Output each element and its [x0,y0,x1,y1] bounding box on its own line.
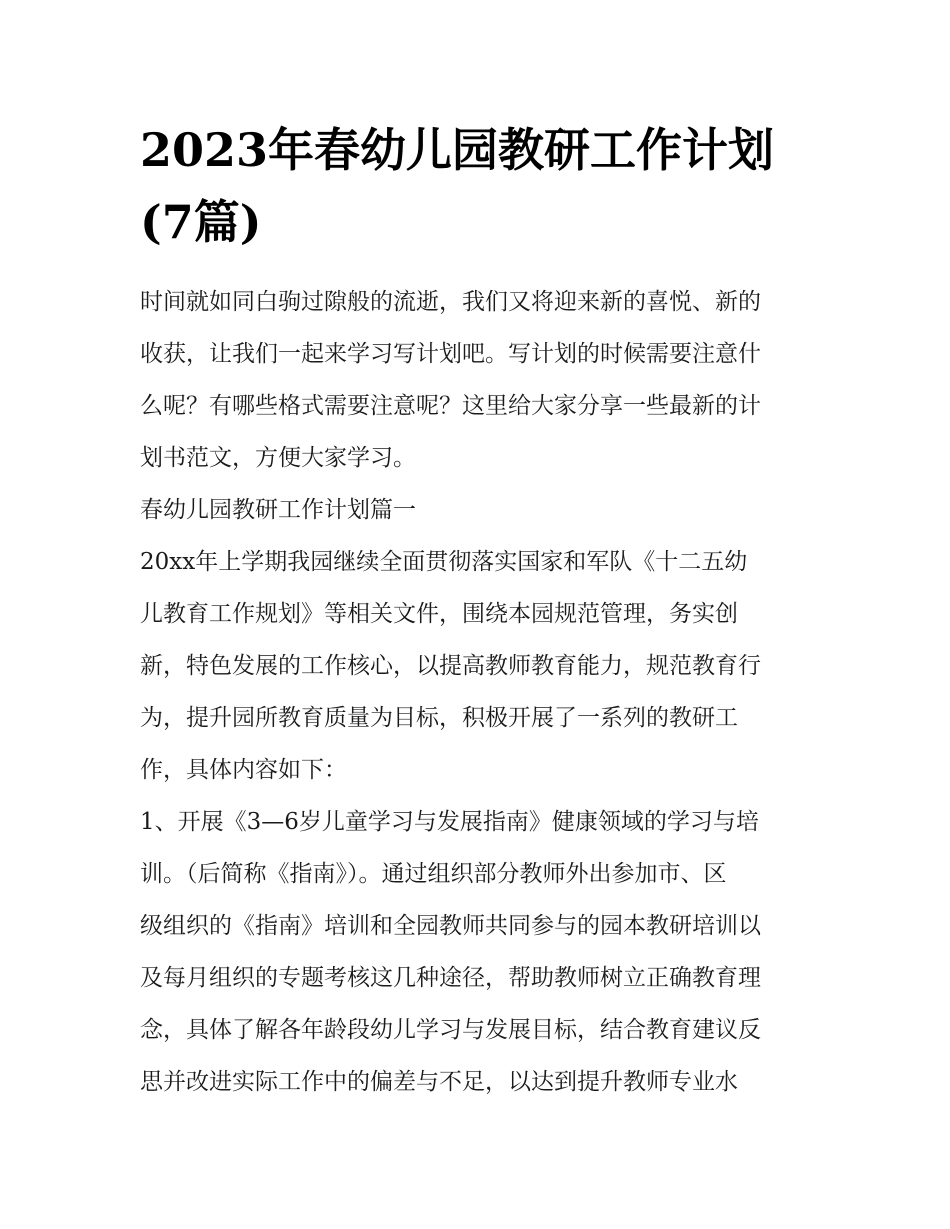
item-paragraph [140,796,820,1108]
text-line: 划书范文，方便大家学习。 [140,445,416,471]
text-line: 念，具体了解各年龄段幼儿学习与发展目标，结合教育建议反 [140,1017,761,1043]
text-line: 儿教育工作规划》等相关文件，围绕本园规范管理，务实创 [140,601,738,627]
text-line: 训。（后简称《指南》）。通过组织部分教师外出参加市、区 [140,861,727,887]
text-line: 么呢？有哪些格式需要注意呢？这里给大家分享一些最新的计 [140,393,761,419]
document-title [140,114,830,258]
text-line: 1、开展《3—6岁儿童学习与发展指南》健康领域的学习与培 [140,809,759,835]
text-line: 20xx年上学期我园继续全面贯彻落实国家和军队《十二五幼 [140,549,748,575]
text-line: 为，提升园所教育质量为目标，积极开展了一系列的教研工 [140,705,738,731]
text-line: 及每月组织的专题考核这几种途径，帮助教师树立正确教育理 [140,965,761,991]
title-line: 2023年春幼儿园教研工作计划 [140,123,775,177]
document-body [140,276,820,1108]
section-heading [140,484,820,536]
text-line: 春幼儿园教研工作计划篇一 [140,497,416,523]
title-line: (7篇) [140,195,262,249]
overview-paragraph [140,536,820,796]
text-line: 思并改进实际工作中的偏差与不足，以达到提升教师专业水 [140,1069,738,1095]
text-line: 时间就如同白驹过隙般的流逝，我们又将迎来新的喜悦、新的 [140,289,761,315]
text-line: 级组织的《指南》培训和全园教师共同参与的园本教研培训以 [140,913,761,939]
text-line: 作，具体内容如下： [140,757,347,783]
intro-paragraph [140,276,820,484]
text-line: 新，特色发展的工作核心，以提高教师教育能力，规范教育行 [140,653,761,679]
text-line: 收获，让我们一起来学习写计划吧。写计划的时候需要注意什 [140,341,761,367]
